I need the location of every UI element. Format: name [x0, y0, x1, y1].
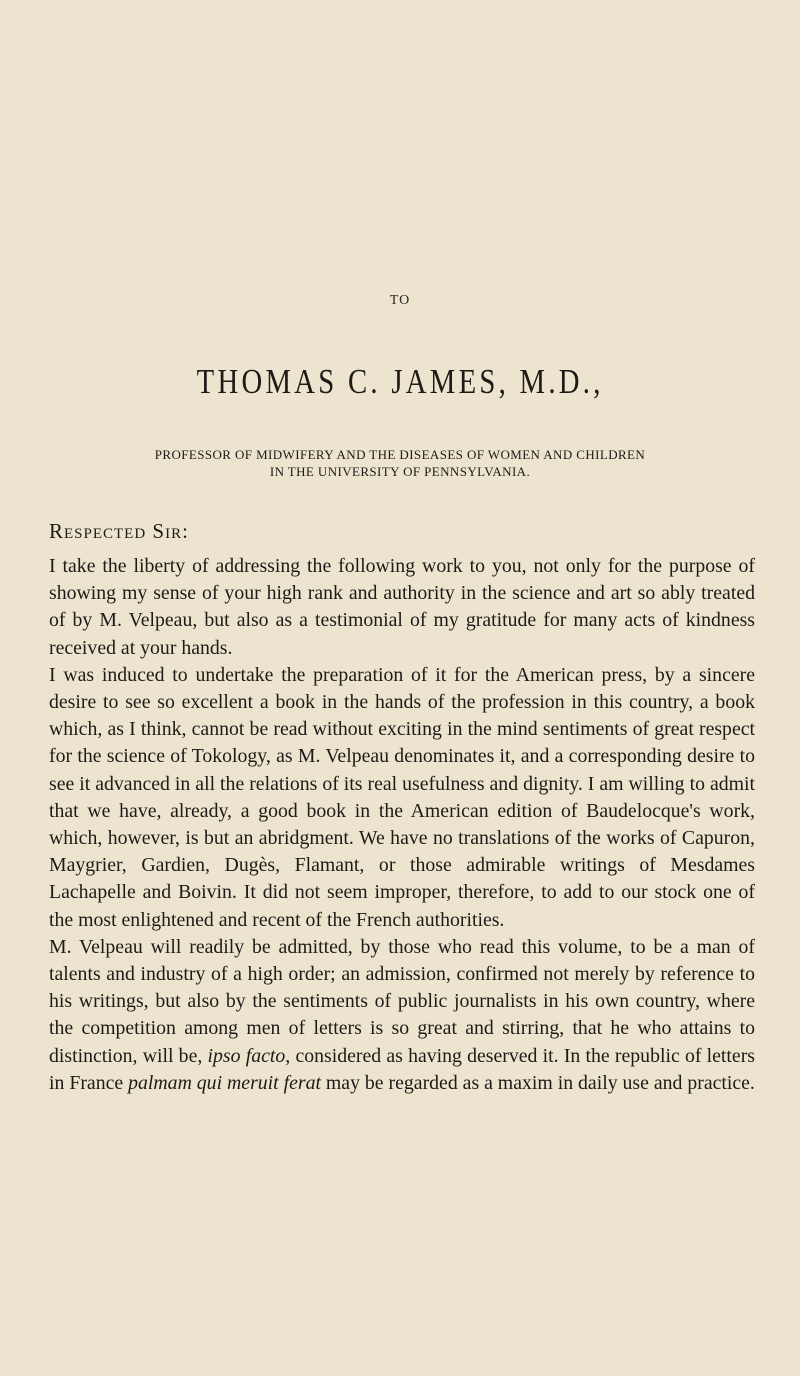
salutation	[49, 519, 189, 544]
paragraph-3-part-c: may be regarded as a maxim in daily use and practice.	[320, 1071, 755, 1094]
paragraph-1: I take the liberty of addressing the following work to you, not only for the purpose of showing my sense of your high rank and authority in the science and art so ably treated of by M. Velpeau, but also as a testimonial of my gratitude for many acts of kindness received at your hands.	[49, 555, 755, 659]
letter-body	[49, 553, 755, 1097]
dedicatee-title	[60, 446, 740, 480]
paragraph-3-part-a: M. Velpeau will readily be admitted, by those who read this volume, to be a man of talents and industry of a high order; an admission, confirmed not merely by reference to his writings, but also by the sentiments of public journalists in his own country, where the competition among men of letters is so great and stirring, that he who attains to distinction, will be,	[49, 935, 755, 1067]
dedicatee-name: THOMAS C. JAMES, M.D.,	[196, 362, 604, 401]
paragraph-2: I was induced to undertake the preparation of it for the American press, by a sincere desire to see so excellent a book in the hands of the profession in this country, a book which, as I think, cannot be read without exciting in the mind sentiments of great respect for the science of Tokology, as M. Velpeau denominates it, and a corresponding desire to see it advanced in all the relations of its real usefulness and dignity. I am willing to admit that we have, already, a good book in the American edition of Baudelocque's work, which, however, is but an abridgment. We have no translations of the works of Capuron, Maygrier, Gardien, Dugès, Flamant, or those admirable writings of Mesdames Lachapelle and Boivin. It did not seem improper, therefore, to add to our stock one of the most enlightened and recent of the French authorities.	[49, 663, 755, 931]
paragraph-3-part-b: , considered as having deserved it. In the republic of letters in France	[49, 1044, 755, 1094]
italic-latin-maxim: palmam qui meruit ferat	[128, 1071, 321, 1094]
italic-ipso-facto: ipso facto	[207, 1044, 286, 1067]
salutation-text: Respected Sir:	[49, 519, 189, 543]
dedicatee-title-line-2: IN THE UNIVERSITY OF PENNSYLVANIA.	[269, 464, 531, 479]
dedicatee-title-line-1: PROFESSOR OF MIDWIFERY AND THE DISEASES OF WOMEN AND CHILDREN	[154, 447, 646, 462]
paragraph-3	[49, 934, 755, 1097]
dedication-to: TO	[389, 293, 411, 308]
dedicatee-name-block	[0, 362, 800, 402]
